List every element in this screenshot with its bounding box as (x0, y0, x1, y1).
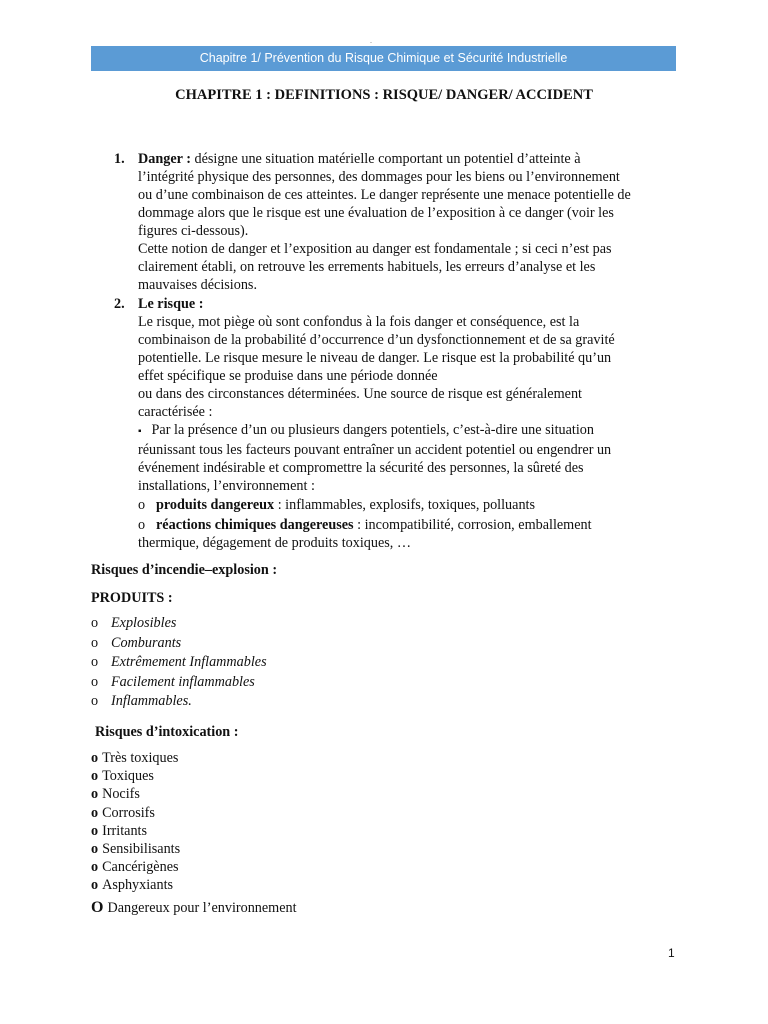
circle-bullet-icon: o (91, 693, 99, 709)
list-item (91, 673, 267, 693)
circle-bullet-icon: o (91, 654, 99, 670)
danger-line: Cette notion de danger et l’exposition au danger est fondamentale ; si ceci n’est pas (138, 241, 612, 257)
produits-heading: PRODUITS : (91, 590, 173, 606)
list-item-label: Très toxiques (102, 750, 179, 766)
list-item-label: Asphyxiants (102, 877, 174, 894)
page-number: 1 (668, 946, 675, 960)
item-number-1: 1. (114, 151, 125, 167)
danger-line: figures ci-dessous). (138, 223, 249, 239)
sub-text: : inflammables, explosifs, toxiques, polluants (274, 497, 536, 513)
list-item-label: Irritants (102, 822, 148, 839)
list-item (91, 653, 267, 673)
danger-definition (138, 150, 698, 294)
danger-line: l’intégrité physique des personnes, des dommages pour les biens ou l’environnement (138, 169, 620, 185)
risque-line: effet spécifique se produise dans une période donnée (138, 368, 438, 384)
circle-bullet-icon: o (138, 497, 146, 513)
list-item (91, 692, 267, 712)
list-item-label: Nocifs (102, 786, 140, 803)
danger-line: ou d’une combinaison de ces atteintes. Le danger représente une menace potentielle de (138, 187, 631, 203)
bold-bullet-icon: o (91, 877, 99, 894)
danger-line: mauvaises décisions. (138, 277, 257, 293)
bold-bullet-icon: o (91, 786, 99, 803)
bullet-line: Par la présence d’un ou plusieurs dangers potentiels, c’est-à-dire une situation (151, 422, 594, 438)
risque-term: Le risque : (138, 296, 204, 312)
bold-bullet-icon: o (91, 840, 99, 857)
bullet-line: installations, l’environnement : (138, 478, 315, 494)
bold-bullet-icon: o (91, 822, 99, 839)
list-item (91, 767, 180, 785)
list-item-label: Dangereux pour l’environnement (107, 900, 297, 916)
risque-line: ou dans des circonstances déterminées. Une source de risque est généralement (138, 386, 582, 402)
list-item (91, 749, 180, 767)
list-item-label: Corrosifs (102, 804, 155, 821)
bold-bullet-icon: o (91, 804, 99, 821)
list-item-label: Explosibles (111, 615, 177, 631)
danger-line: dommage alors que le risque est une évaluation de l’exposition à ce danger (voir les (138, 205, 614, 221)
list-item-label: Cancérigènes (102, 859, 179, 876)
bold-bullet-icon: o (91, 750, 99, 766)
sub-text-cont: thermique, dégagement de produits toxiques, … (138, 535, 412, 551)
list-item (91, 785, 180, 803)
bold-bullet-icon: O (91, 899, 104, 916)
bold-bullet-icon: o (91, 768, 99, 785)
danger-term: Danger : (138, 151, 191, 167)
risque-line: Le risque, mot piège où sont confondus à la fois danger et conséquence, est la (138, 314, 580, 330)
danger-line: clairement établi, on retrouve les errements habituels, les erreurs d’analyse et les (138, 259, 596, 275)
produits-list (91, 614, 267, 712)
risque-line: caractérisée : (138, 404, 213, 420)
list-item (91, 876, 180, 894)
list-item-label: Comburants (111, 634, 182, 651)
circle-bullet-icon: o (138, 517, 146, 533)
list-item (91, 858, 180, 876)
intox-heading: Risques d’intoxication : (95, 724, 239, 740)
sub-term: produits dangereux (156, 497, 275, 513)
danger-line: désigne une situation matérielle comportant un potentiel d’atteinte à (194, 151, 581, 167)
circle-bullet-icon: o (91, 673, 99, 690)
sub-text: : incompatibilité, corrosion, emballement (353, 517, 592, 533)
header-dot: . (370, 36, 372, 45)
bullet-line: réunissant tous les facteurs pouvant entraîner un accident potentiel ou engendrer un (138, 442, 612, 458)
circle-bullet-icon: o (91, 634, 99, 651)
list-item-label: Extrêmement Inflammables (111, 654, 267, 670)
list-item (91, 822, 180, 840)
risque-line: combinaison de la probabilité d’occurrence d’un dysfonctionnement et de sa gravité (138, 332, 615, 348)
list-item-label: Toxiques (102, 768, 154, 785)
list-item-label: Facilement inflammables (111, 673, 255, 690)
intox-list (91, 749, 180, 895)
env-item (91, 899, 297, 917)
list-item (91, 840, 180, 858)
chapter-title: CHAPITRE 1 : DEFINITIONS : RISQUE/ DANGER/ ACCIDENT (175, 87, 593, 103)
list-item-label: Inflammables. (111, 693, 192, 709)
list-item (91, 634, 267, 654)
square-bullet-icon: ▪ (138, 426, 142, 437)
circle-bullet-icon: o (91, 615, 99, 631)
item-number-2: 2. (114, 296, 125, 312)
list-item-label: Sensibilisants (102, 840, 181, 857)
bullet-line: événement indésirable et compromettre la sécurité des personnes, la sûreté des (138, 460, 584, 476)
sub-term: réactions chimiques dangereuses (156, 517, 354, 533)
list-item (91, 804, 180, 822)
risque-line: potentielle. Le risque mesure le niveau de danger. Le risque est la probabilité qu’un (138, 350, 612, 366)
list-item (91, 614, 267, 634)
bold-bullet-icon: o (91, 859, 99, 876)
risque-definition (138, 295, 698, 552)
incendie-heading: Risques d’incendie–explosion : (91, 562, 278, 578)
header-band: Chapitre 1/ Prévention du Risque Chimique et Sécurité Industrielle (91, 46, 676, 71)
